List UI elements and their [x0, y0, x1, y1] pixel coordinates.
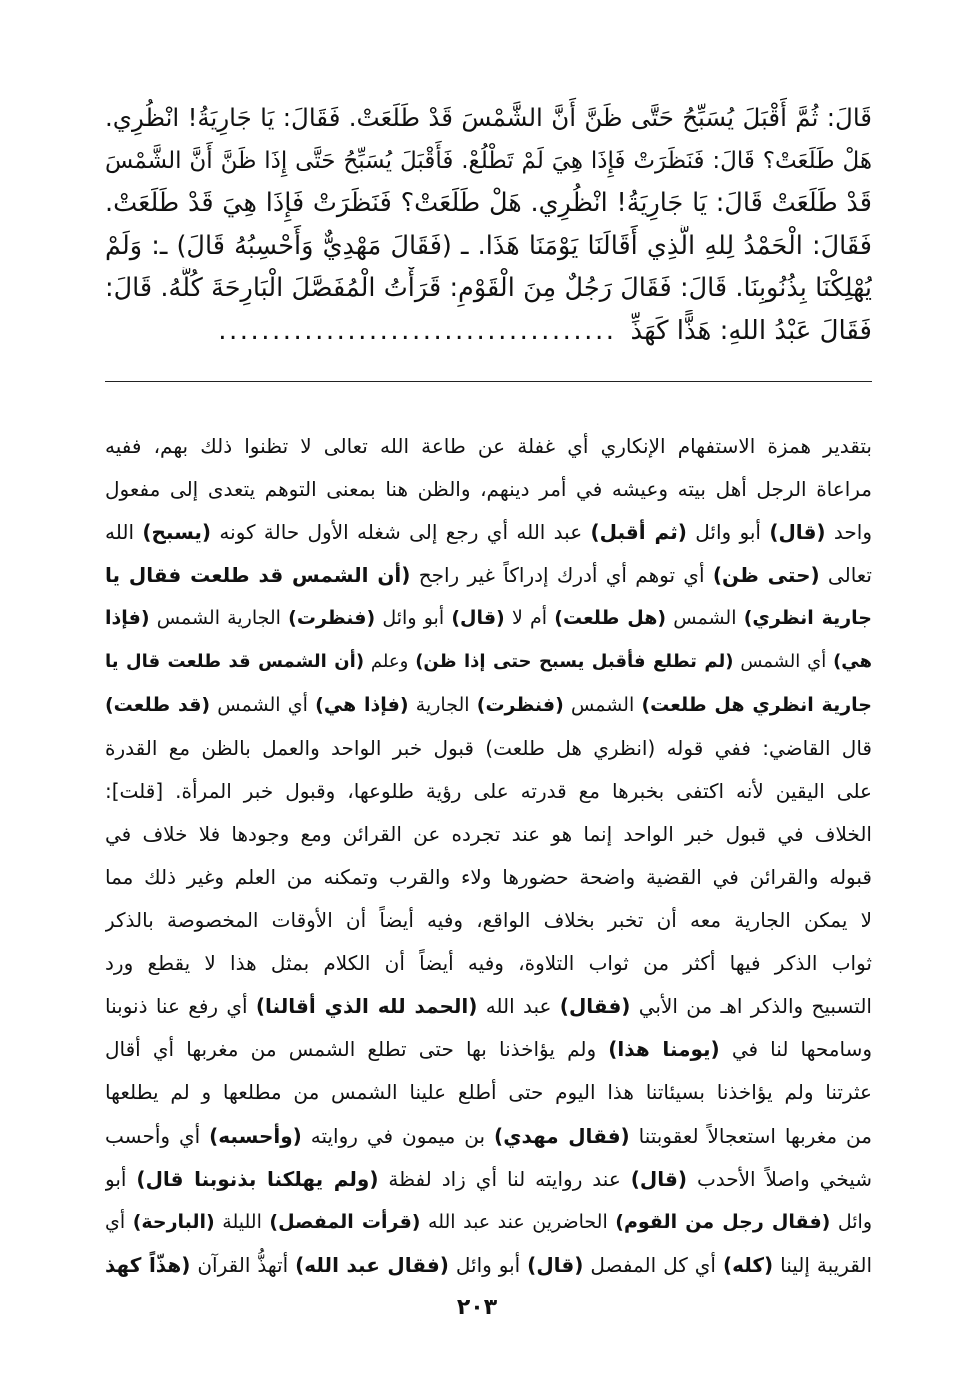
commentary-text: بن ميمون في روايته [301, 1123, 495, 1148]
commentary-text: قال القاضي: ففي قوله (انظري هل طلعت) قبول خبر الواحد والعمل بالظن مع القدرة [105, 735, 872, 760]
commentary-text: تعالى [819, 563, 872, 588]
quoted-hadith-text: (قال) [527, 1252, 584, 1277]
commentary-line [105, 511, 872, 554]
commentary-text: وسامحها لنا في [719, 1037, 872, 1062]
commentary-text: أي الشمس [210, 693, 316, 716]
quoted-hadith-text: (قال) [451, 607, 505, 630]
main-text-line: فَقَالَ: الْحَمْدُ لِلهِ الَّذِي أَقَالَنَا يَوْمَنَا هَذَا. ـ (فَقَالَ مَهْدِيٌّ وَأَحْسِبُهُ قَالَ) ـ: وَلَمْ [105, 230, 872, 261]
commentary-text: عثرتنا ولم يؤاخذنا بسيئاتنا هذا اليوم حتى أطلع علينا الشمس من مطلعها و لم يطلعها [105, 1080, 872, 1105]
commentary-text: ولم يؤاخذنا بها حتى تطلع الشمس من مغربها أي أقال [105, 1037, 609, 1062]
commentary-text: وائل [830, 1210, 872, 1233]
commentary-text: أي رفع عنا ذنوبنا [105, 994, 256, 1019]
quoted-hadith-text: (قال) [769, 520, 826, 545]
commentary-text: أي [105, 1210, 133, 1233]
commentary-text: عبد الله أي رجع إلى شغله الأول حالة كونه [211, 520, 591, 545]
commentary-text: على اليقين لأنه اكتفى بخبرها مع قدرته على رؤية طلوعها، وقبول خبر المرأة. [قلت]: [105, 778, 872, 803]
commentary-line [105, 1115, 872, 1158]
commentary-text: القريبة إلينا [773, 1252, 872, 1277]
commentary-line [105, 813, 872, 856]
commentary-text: الجارية الشمس [149, 607, 289, 630]
quoted-hadith-text: (هذّاً كهذ [105, 1252, 191, 1277]
commentary-line [105, 554, 872, 597]
commentary-text: أبو وائل [448, 1252, 528, 1277]
commentary-line [105, 985, 872, 1028]
continuation-dots: ..................................... [218, 315, 617, 346]
commentary-text: عبد الله [477, 994, 560, 1019]
commentary-text: الشمس [563, 693, 642, 716]
main-text-line-end: فَقَالَ عَبْدُ اللهِ: هَذًّا كَهَذِّ [630, 315, 872, 346]
commentary-footnote [105, 425, 872, 1287]
quoted-hadith-text: (أن الشمس قد طلعت قال يا [105, 651, 365, 673]
main-text-line: قَدْ طَلَعَتْ قَالَ: يَا جَارِيَةُ! انْظُرِي. هَلْ طَلَعَتْ؟ فَنَظَرَتْ فَإِذَا هِيَ قَدْ طَلَعَتْ. [105, 188, 872, 219]
commentary-text: قبوله والقرائن في القضية واضحة حضورها ولاء والقرب وتمكنه من العلم وغير ذلك مما [105, 864, 872, 889]
commentary-line [105, 425, 872, 468]
quoted-hadith-text: (وأحسبه) [209, 1123, 302, 1148]
quoted-hadith-text: (كله) [722, 1252, 774, 1277]
commentary-text: بتقدير همزة الاستفهام الإنكاري أي غفلة عن طاعة الله تعالى لا تظنوا ذلك بهم، ففيه [105, 434, 872, 458]
main-hadith-text [105, 97, 872, 353]
footnote-divider [105, 381, 872, 382]
commentary-text: الجارية [408, 693, 477, 716]
commentary-line [105, 468, 872, 511]
commentary-text: مراعاة الرجل أهل بيته وعيشه في أمر دينهم، والظن هنا بمعنى التوهم يتعدى إلى مفعول [105, 477, 872, 502]
commentary-text: الله [105, 520, 143, 545]
commentary-line [105, 770, 872, 813]
commentary-text: عند روايته لنا أي زاد لفظة [378, 1166, 631, 1191]
main-text-line: قَالَ: ثُمَّ أَقْبَلَ يُسَبِّحُ حَتَّى ظَنَّ أَنَّ الشَّمْسَ قَدْ طَلَعَتْ. فَقَالَ: يَا جَارِيَةُ! انْظُرِي. [105, 103, 872, 132]
quoted-hadith-text: (يسبح) [142, 520, 212, 545]
commentary-line [105, 1201, 872, 1244]
commentary-line [105, 684, 872, 727]
quoted-hadith-text: (حتى ظن) [712, 563, 820, 588]
commentary-text: أبو وائل [375, 607, 452, 630]
page-number: ٢٠٣ [456, 1295, 498, 1320]
quoted-hadith-text: (فإذا هي) [315, 693, 409, 716]
commentary-text: أي الشمس [733, 651, 834, 673]
commentary-text: أي كل المفصل [583, 1252, 723, 1277]
commentary-text: ثواب الذكر فيها أكثر من ثواب التلاوة، وفيه أيضاً أن الكلام بمثل هذا لا يقطع ورد [105, 951, 872, 976]
quoted-hadith-text: (ولم يهلكنا بذنوبنا قال) [136, 1166, 379, 1191]
commentary-line [105, 1028, 872, 1071]
commentary-line [105, 727, 872, 770]
quoted-hadith-text: (فقال مهدي) [494, 1123, 630, 1148]
commentary-line [105, 1244, 872, 1287]
quoted-hadith-text: (فنظرت) [476, 693, 564, 716]
commentary-text: أبو [105, 1166, 137, 1191]
quoted-hadith-text: جارية انظري هل طلعت) [641, 693, 872, 716]
commentary-line [105, 1158, 872, 1201]
quoted-hadith-text: (هل طلعت) [554, 607, 667, 630]
commentary-text: الشمس [666, 607, 744, 630]
commentary-text: شيخي واصلاً الأحدب [686, 1166, 872, 1191]
commentary-text: أي توهم أي أدرك إدراكاً غير راجح [410, 563, 713, 588]
commentary-text: الحاضرين عند عبد الله [420, 1210, 616, 1233]
quoted-hadith-text: (الحمد لله الذي أقالنا) [255, 994, 478, 1019]
commentary-text: أي وأحسب [105, 1123, 210, 1148]
quoted-hadith-text: هي) [833, 651, 872, 673]
quoted-hadith-text: (يومنا هذا) [608, 1037, 720, 1062]
commentary-text: واحد [825, 520, 872, 545]
quoted-hadith-text: (فقال) [559, 994, 631, 1019]
commentary-line [105, 597, 872, 640]
quoted-hadith-text: (قد طلعت) [105, 693, 211, 716]
commentary-text: من مغربها استعجالاً لعقوبتنا [629, 1123, 872, 1148]
commentary-line [105, 856, 872, 899]
quoted-hadith-text: (قرأت المفصل) [269, 1210, 421, 1233]
quoted-hadith-text: (فنظرت) [288, 607, 376, 630]
commentary-line [105, 1071, 872, 1114]
commentary-line [105, 942, 872, 985]
commentary-text: وعلم [364, 651, 416, 673]
main-text-line: يُهْلِكْنَا بِذُنُوبِنَا. قَالَ: فَقَالَ رَجُلٌ مِنَ الْقَوْمِ: قَرَأْتُ الْمُفَصَّلَ الْبَارِحَةَ كُلَّهُ. قَالَ: [105, 273, 872, 304]
commentary-text: التسبيح والذكر اهـ من الأبي [630, 994, 872, 1019]
commentary-text: لا يمكن الجارية معه أن تخبر بخلاف الواقع، وفيه أيضاً أن الأوقات المخصوصة بالذكر [105, 908, 872, 933]
quoted-hadith-text: (ثم أقبل) [590, 520, 687, 545]
commentary-text: أم لا [504, 607, 555, 630]
quoted-hadith-text: (فقال رجل من القوم) [615, 1210, 831, 1233]
quoted-hadith-text: (فإذا [105, 607, 150, 630]
commentary-text: أتهذُّ القرآن [190, 1252, 296, 1277]
main-text-line: هَلْ طَلَعَتْ؟ قَالَ: فَنَظَرَتْ فَإِذَا هِيَ لَمْ تَطْلُعْ. فَأَقْبَلَ يُسَبِّحُ حَتَّى إِذَا ظَنَّ أَنَّ الشَّمْسَ [105, 147, 872, 174]
commentary-text: أبو وائل [686, 520, 770, 545]
quoted-hadith-text: (قال) [630, 1166, 687, 1191]
quoted-hadith-text: (فقال عبد الله) [295, 1252, 449, 1277]
quoted-hadith-text: (لم تطلع فأقبل يسبح حتى إذا ظن) [415, 651, 734, 673]
quoted-hadith-text: جارية انظري) [743, 607, 872, 630]
commentary-line [105, 899, 872, 942]
quoted-hadith-text: (البارحة) [132, 1210, 215, 1233]
commentary-line [105, 640, 872, 683]
commentary-text: الخلاف في قبول خبر الواحد إنما هو عند تجرده عن القرائن ومع وجودها فلا خلاف في [105, 821, 872, 846]
main-text-last-line [105, 310, 872, 353]
commentary-text: الليلة [214, 1210, 270, 1233]
quoted-hadith-text: (أن الشمس قد طلعت فقال يا [105, 563, 411, 588]
